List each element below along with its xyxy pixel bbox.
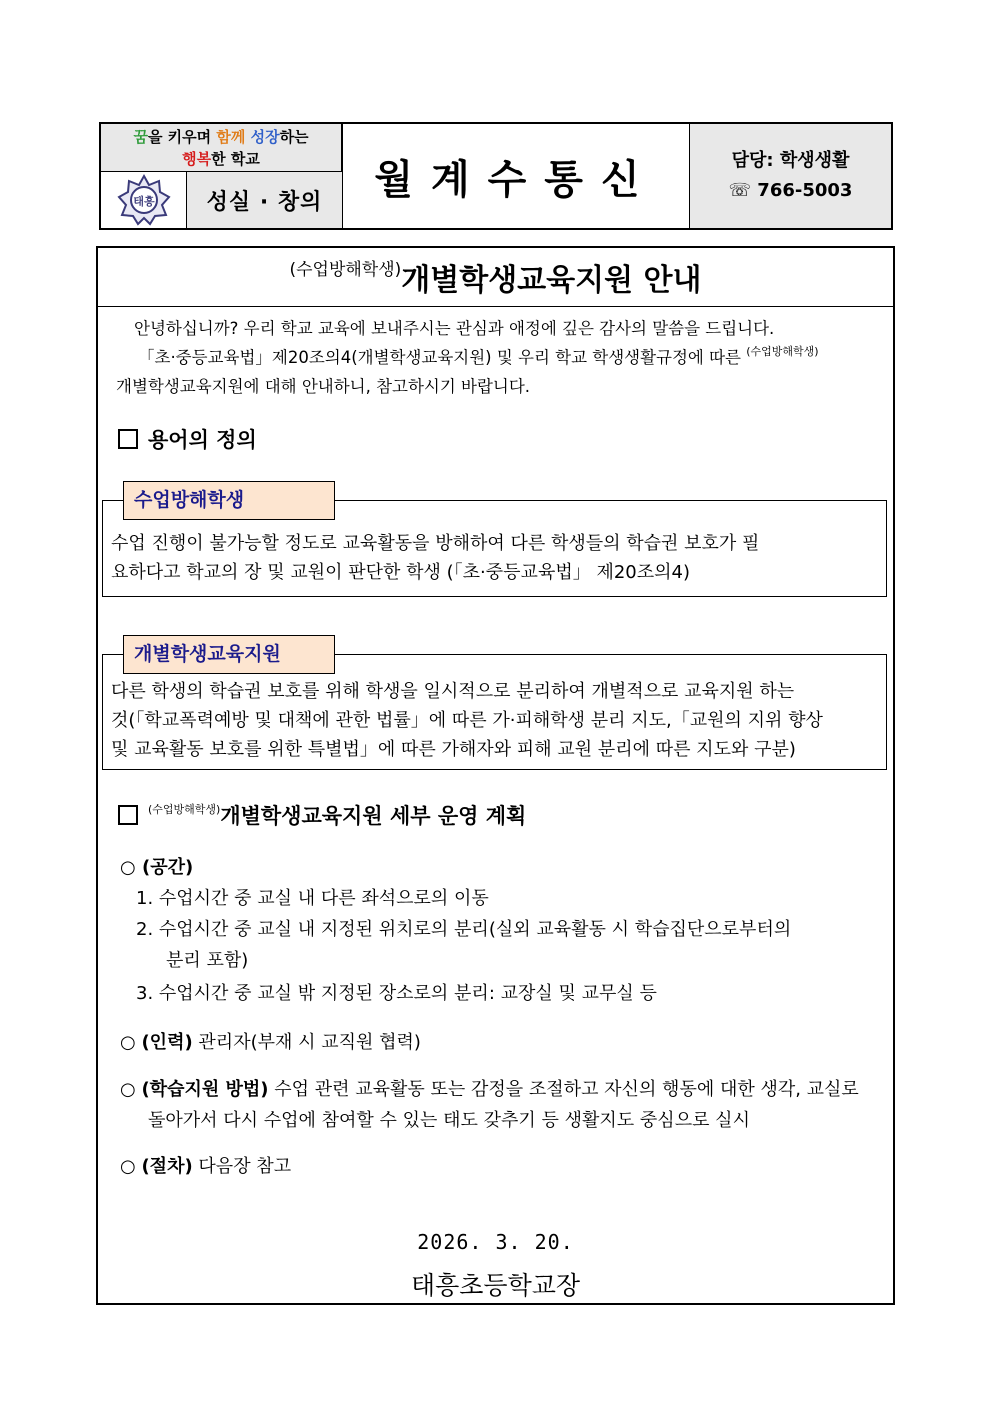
method-text-1: 수업 관련 교육활동 또는 감정을 조절하고 자신의 행동에 대한 생각, 교실로 <box>274 1079 859 1100</box>
bullet-icon: ○ <box>120 1079 136 1100</box>
intro-line-1: 안녕하십니까? 우리 학교 교육에 보내주시는 관심과 애정에 깊은 감사의 말씀을 드립니다. <box>134 319 775 338</box>
procedure-label: (절차) <box>141 1156 193 1177</box>
intro-line-2-sup: (수업방해학생) <box>746 345 819 358</box>
motto-text: 하는 <box>279 128 309 146</box>
space-item-2: 2. 수업시간 중 교실 내 지정된 위치로의 분리(실외 교육활동 시 학습집단으로부터의 <box>136 919 792 940</box>
procedure-text: 다음장 참고 <box>198 1156 292 1177</box>
school-emblem-icon <box>116 173 172 227</box>
space-label <box>120 852 193 883</box>
checkbox-square-icon <box>118 805 138 825</box>
staff-label: (인력) <box>141 1032 193 1053</box>
space-item-1: 1. 수업시간 중 교실 내 다른 좌석으로의 이동 <box>136 888 489 909</box>
school-virtue: 성실 · 창의 <box>187 172 342 228</box>
notice-date: 2026. 3. 20. <box>417 1230 574 1254</box>
definition-1-text <box>111 529 879 587</box>
motto-text: 한 학교 <box>211 150 260 168</box>
definition-line: 수업 진행이 불가능할 정도로 교육활동을 방해하여 다른 학생들의 학습권 보호가 필 <box>111 533 760 554</box>
title-text: 개별학생교육지원 안내 <box>401 263 702 298</box>
school-logo <box>101 172 187 228</box>
newsletter-title: 월계수통신 <box>342 124 690 228</box>
motto-line-1 <box>101 126 341 148</box>
motto-word-together: 함께 <box>216 128 246 146</box>
section-heading-definitions <box>118 424 257 454</box>
staff-text: 관리자(부재 시 교직원 협력) <box>198 1032 421 1053</box>
section-heading-sup: (수업방해학생) <box>148 803 221 816</box>
checkbox-square-icon <box>118 429 138 449</box>
definition-tag-1: 수업방해학생 <box>123 481 335 520</box>
motto-word-happy: 행복 <box>182 150 212 168</box>
motto-line-2 <box>101 148 341 170</box>
intro-line-2-text: 「초·중등교육법」제20조의4(개별학생교육지원) 및 우리 학교 학생생활규정에 따른 <box>138 348 741 367</box>
method-label: (학습지원 방법) <box>141 1079 269 1100</box>
contact-info <box>690 124 891 228</box>
definition-line: 요하다고 학교의 장 및 교원이 판단한 학생 (「초·중등교육법」 제20조의4) <box>111 562 690 583</box>
notice-title <box>98 248 893 307</box>
motto-word-dream: 꿈 <box>133 128 148 146</box>
title-prefix: (수업방해학생) <box>289 259 402 280</box>
intro-line-2 <box>138 343 888 374</box>
bullet-icon: ○ <box>120 857 136 878</box>
procedure-item <box>120 1151 291 1182</box>
contact-label: 담당: 학생생활 <box>731 150 850 171</box>
method-text-2: 돌아가서 다시 수업에 참여할 수 있는 태도 갖추기 등 생활지도 중심으로 실시 <box>148 1110 750 1131</box>
bullet-icon: ○ <box>120 1032 136 1053</box>
svg-text:태흥: 태흥 <box>132 195 155 208</box>
section-heading-text: 용어의 정의 <box>148 428 257 452</box>
definition-2-text <box>111 677 879 764</box>
section-heading-plan <box>118 800 526 830</box>
space-item-3: 3. 수업시간 중 교실 밖 지정된 장소로의 분리: 교장실 및 교무실 등 <box>136 983 657 1004</box>
school-motto <box>101 124 342 172</box>
motto-text: 을 키우며 <box>147 128 217 146</box>
principal-signature: 태흥초등학교장 <box>410 1271 581 1300</box>
contact-phone: ☏ 766-5003 <box>728 180 853 201</box>
intro-line-3: 개별학생교육지원에 대해 안내하니, 참고하시기 바랍니다. <box>116 377 531 396</box>
definition-tag-2: 개별학생교육지원 <box>123 635 335 674</box>
staff-item <box>120 1027 421 1058</box>
space-label-text: (공간) <box>142 857 194 878</box>
space-item-2-cont: 분리 포함) <box>166 950 249 971</box>
definition-line: 및 교육활동 보호를 위한 특별법」에 따른 가해자와 피해 교원 분리에 따른 지도와 구분) <box>111 739 796 760</box>
definition-line: 다른 학생의 학습권 보호를 위해 학생을 일시적으로 분리하여 개별적으로 교육지원 하는 <box>111 681 795 702</box>
newsletter-header <box>99 122 893 230</box>
notice-body <box>96 246 895 1305</box>
definition-line: 것(「학교폭력예방 및 대책에 관한 법률」에 따른 가·피해학생 분리 지도,「교원의 지위 향상 <box>111 710 823 731</box>
method-item <box>120 1074 892 1105</box>
motto-word-growth: 성장 <box>250 128 280 146</box>
bullet-icon: ○ <box>120 1156 136 1177</box>
section-heading-text: 개별학생교육지원 세부 운영 계획 <box>220 804 527 828</box>
